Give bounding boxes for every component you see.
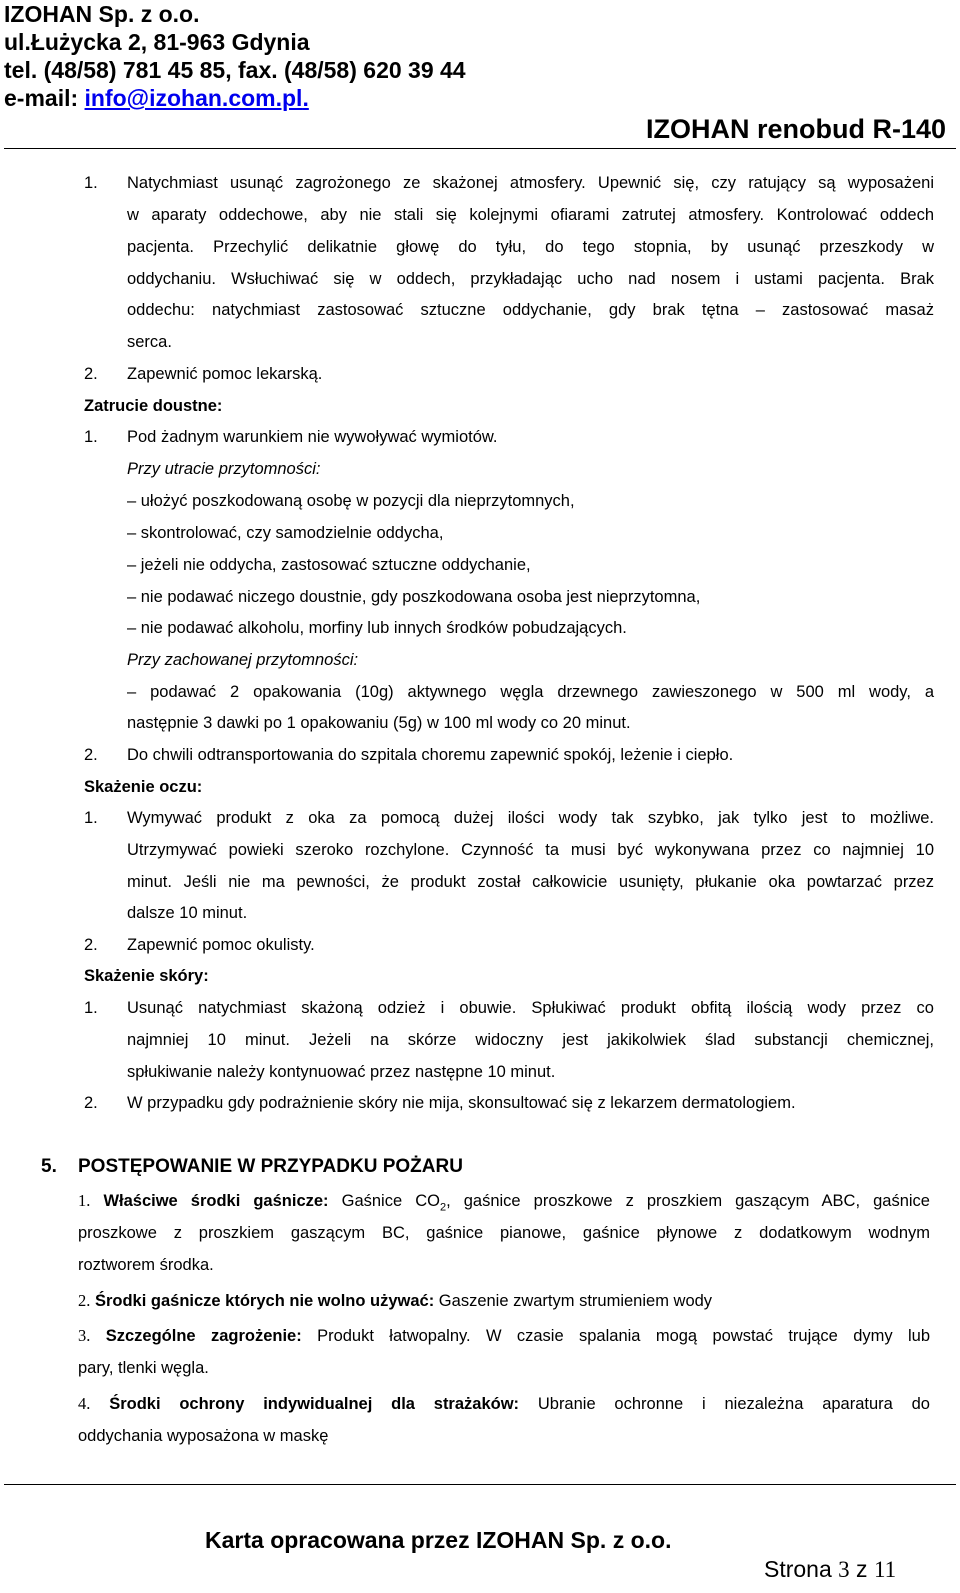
- item-label: Środki gaśnicze których nie wolno używać:: [94, 1292, 435, 1310]
- text-line: Zapewnić pomoc lekarską.: [127, 365, 323, 383]
- company-phone: tel. (48/58) 781 45 85, fax. (48/58) 620 39 44: [4, 57, 466, 83]
- list-number: 2.: [78, 1291, 91, 1310]
- bullet-item: – ułożyć poszkodowaną osobę w pozycji dla nieprzytomnych,: [127, 492, 575, 510]
- item-text: Gaszenie zwartym strumieniem wody: [434, 1292, 713, 1310]
- text-line: Do chwili odtransportowania do szpitala choremu zapewnić spokój, leżenie i ciepło.: [127, 746, 734, 764]
- list-number: 2.: [84, 365, 98, 383]
- footer-text: Karta opracowana przez IZOHAN Sp. z o.o.: [205, 1527, 672, 1553]
- text-line: Pod żadnym warunkiem nie wywoływać wymiotów.: [127, 428, 498, 446]
- fire-item-2: [78, 1291, 712, 1311]
- item-label: Szczególne zagrożenie:: [105, 1327, 302, 1345]
- company-header: [4, 0, 466, 112]
- page-number: 3: [838, 1557, 850, 1582]
- italic-subheading: Przy zachowanej przytomności:: [127, 651, 359, 669]
- fire-item-1: [78, 1191, 930, 1214]
- company-address: ul.Łużycka 2, 81-963 Gdynia: [4, 29, 310, 55]
- subsection-heading-ingestion: Zatrucie doustne:: [84, 397, 223, 415]
- bullet-item: – jeżeli nie oddycha, zastosować sztuczne oddychanie,: [127, 556, 531, 574]
- text-line: oddychaniu. Wsłuchiwać się w oddech, przykładając ucho nad nosem i ustami pacjenta. Brak: [127, 270, 934, 288]
- text-line: Zapewnić pomoc okulisty.: [127, 936, 315, 954]
- fire-item-4: [78, 1394, 930, 1414]
- list-number: 2.: [84, 746, 98, 764]
- text-line: w aparaty oddechowe, aby nie stali się kolejnymi ofiarami zatrutej atmosfery. Kontrolować oddech: [127, 206, 934, 224]
- item-text: Produkt łatwopalny. W czasie spalania mogą powstać trujące dymy lub: [301, 1327, 930, 1345]
- text-line: – podawać 2 opakowania (10g) aktywnego węgla drzewnego zawieszonego w 500 ml wody, a: [127, 683, 934, 701]
- text-line: następnie 3 dawki po 1 opakowaniu (5g) w 100 ml wody co 20 minut.: [127, 714, 631, 732]
- page-indicator: [764, 1556, 896, 1583]
- text-line: najmniej 10 minut. Jeżeli na skórze widoczny jest jakikolwiek ślad substancji chemicznej,: [127, 1031, 934, 1049]
- list-number: 3.: [78, 1326, 91, 1345]
- text-line: oddychania wyposażona w maskę: [78, 1427, 329, 1445]
- text-line: Utrzymywać powieki szeroko rozchylone. Czynność ta musi być wykonywana przez co najmniej 10: [127, 841, 934, 859]
- text-line: pary, tlenki węgla.: [78, 1359, 209, 1377]
- text-line: spłukiwanie należy kontynuować przez następne 10 minut.: [127, 1063, 556, 1081]
- text-line: oddechu: natychmiast zastosować sztuczne oddychanie, gdy brak tętna – zastosować masaż: [127, 301, 934, 319]
- text-line: W przypadku gdy podrażnienie skóry nie mija, skonsultować się z lekarzem dermatologiem.: [127, 1094, 796, 1112]
- footer-divider: [4, 1484, 956, 1485]
- item-label: Właściwe środki gaśnicze:: [103, 1192, 329, 1210]
- text-line: serca.: [127, 333, 172, 351]
- page-separator: z: [849, 1556, 874, 1582]
- section-title: POSTĘPOWANIE W PRZYPADKU POŻARU: [78, 1156, 463, 1177]
- text-line: minut. Jeśli nie ma pewności, że produkt został całkowicie usunięty, płukanie oka powtarzać przez: [127, 873, 934, 891]
- item-text: Gaśnice CO: [328, 1192, 440, 1210]
- text-line: Usunąć natychmiast skażoną odzież i obuwie. Spłukiwać produkt obfitą ilością wody przez co: [127, 999, 934, 1017]
- email-dot: .: [302, 85, 309, 111]
- italic-subheading: Przy utracie przytomności:: [127, 460, 321, 478]
- text-line: Wymywać produkt z oka za pomocą dużej ilości wody tak szybko, jak tylko jest to możliwe.: [127, 809, 934, 827]
- subscript: 2: [439, 1201, 447, 1214]
- company-email-line: [4, 84, 466, 112]
- list-number: 2.: [84, 1094, 98, 1112]
- list-number: 1.: [84, 999, 98, 1017]
- bullet-item: – nie podawać niczego doustnie, gdy poszkodowana osoba jest nieprzytomna,: [127, 588, 701, 606]
- list-number: 4.: [78, 1394, 91, 1413]
- company-name: IZOHAN Sp. z o.o.: [4, 1, 200, 27]
- section-number: 5.: [41, 1156, 57, 1177]
- text-line: pacjenta. Przechylić delikatnie głowę do tyłu, do tego stopnia, by usunąć przeszkody w: [127, 238, 934, 256]
- list-number: 2.: [84, 936, 98, 954]
- text-line: roztworem środka.: [78, 1256, 214, 1274]
- subsection-heading-eye: Skażenie oczu:: [84, 778, 203, 796]
- list-number: 1.: [84, 428, 98, 446]
- text-line: proszkowe z proszkiem gaszącym BC, gaśnice pianowe, gaśnice płynowe z dodatkowym wodnym: [78, 1224, 930, 1242]
- email-link[interactable]: info@izohan.com.pl: [84, 85, 303, 111]
- fire-item-3: [78, 1326, 930, 1346]
- item-text: , gaśnice proszkowe z proszkiem gaszącym ABC, gaśnice: [446, 1192, 930, 1210]
- subsection-heading-skin: Skażenie skóry:: [84, 967, 209, 985]
- bullet-item: – nie podawać alkoholu, morfiny lub innych środków pobudzających.: [127, 619, 627, 637]
- page-label: Strona: [764, 1556, 839, 1582]
- bullet-item: – skontrolować, czy samodzielnie oddycha,: [127, 524, 444, 542]
- list-number: 1.: [84, 809, 98, 827]
- text-line: dalsze 10 minut.: [127, 904, 248, 922]
- header-divider: [4, 148, 956, 149]
- email-label: e-mail:: [4, 85, 85, 111]
- text-line: Natychmiast usunąć zagrożonego ze skażonej atmosfery. Upewnić się, czy ratujący są wyposażeni: [127, 174, 934, 192]
- list-number: 1.: [84, 174, 98, 192]
- item-text: Ubranie ochronne i niezależna aparatura do: [519, 1395, 930, 1413]
- item-label: Środki ochrony indywidualnej dla strażaków:: [109, 1395, 520, 1413]
- page-total: 11: [873, 1557, 897, 1582]
- product-name: IZOHAN renobud R-140: [645, 114, 946, 144]
- list-number: 1.: [78, 1191, 91, 1210]
